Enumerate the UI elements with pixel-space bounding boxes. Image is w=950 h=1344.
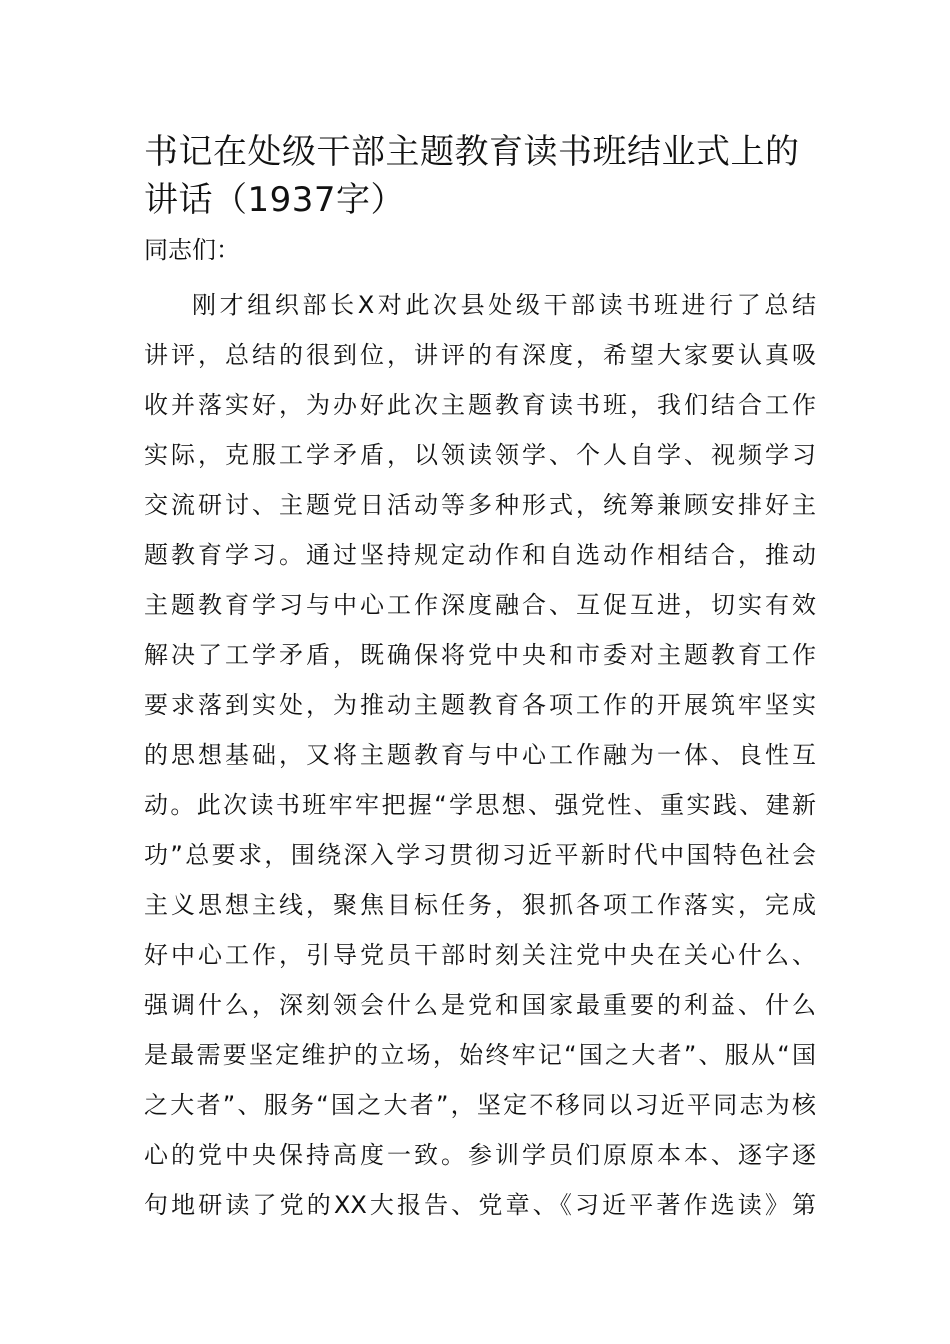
document-title: 书记在处级干部主题教育读书班结业式上的讲话（1937字） — [144, 132, 800, 220]
body-line: 实际，克服工学矛盾，以领读领学、个人自学、视频学习 — [144, 441, 816, 469]
body-line: 主题教育学习与中心工作深度融合、互促互进，切实有效 — [144, 591, 816, 619]
body-line: 句地研读了党的XX大报告、党章、《习近平著作选读》第 — [144, 1191, 816, 1219]
body-line: 好中心工作，引导党员干部时刻关注党中央在关心什么、 — [144, 941, 816, 969]
body-line: 心的党中央保持高度一致。参训学员们原原本本、逐字逐 — [144, 1141, 816, 1169]
body-line: 刚才组织部长X对此次县处级干部读书班进行了总结 — [192, 291, 816, 319]
body-line: 交流研讨、主题党日活动等多种形式，统筹兼顾安排好主 — [144, 491, 816, 519]
body-line: 主义思想主线，聚焦目标任务，狠抓各项工作落实，完成 — [144, 891, 816, 919]
body-line: 收并落实好，为办好此次主题教育读书班，我们结合工作 — [144, 391, 816, 419]
body-line: 功”总要求，围绕深入学习贯彻习近平新时代中国特色社会 — [144, 841, 816, 869]
body-line: 的思想基础，又将主题教育与中心工作融为一体、良性互 — [144, 741, 816, 769]
body-line: 之大者”、服务“国之大者”，坚定不移同以习近平同志为核 — [144, 1091, 816, 1119]
body-line: 解决了工学矛盾，既确保将党中央和市委对主题教育工作 — [144, 641, 816, 669]
body-line: 题教育学习。通过坚持规定动作和自选动作相结合，推动 — [144, 541, 816, 569]
body-line: 强调什么，深刻领会什么是党和国家最重要的利益、什么 — [144, 991, 816, 1019]
body-text — [144, 280, 816, 1230]
body-line: 动。此次读书班牢牢把握“学思想、强党性、重实践、建新 — [144, 791, 816, 819]
greeting: 同志们： — [144, 236, 240, 264]
body-line: 要求落到实处，为推动主题教育各项工作的开展筑牢坚实 — [144, 691, 816, 719]
body-line: 讲评，总结的很到位，讲评的有深度，希望大家要认真吸 — [144, 341, 816, 369]
body-line: 是最需要坚定维护的立场，始终牢记“国之大者”、服从“国 — [144, 1041, 816, 1069]
